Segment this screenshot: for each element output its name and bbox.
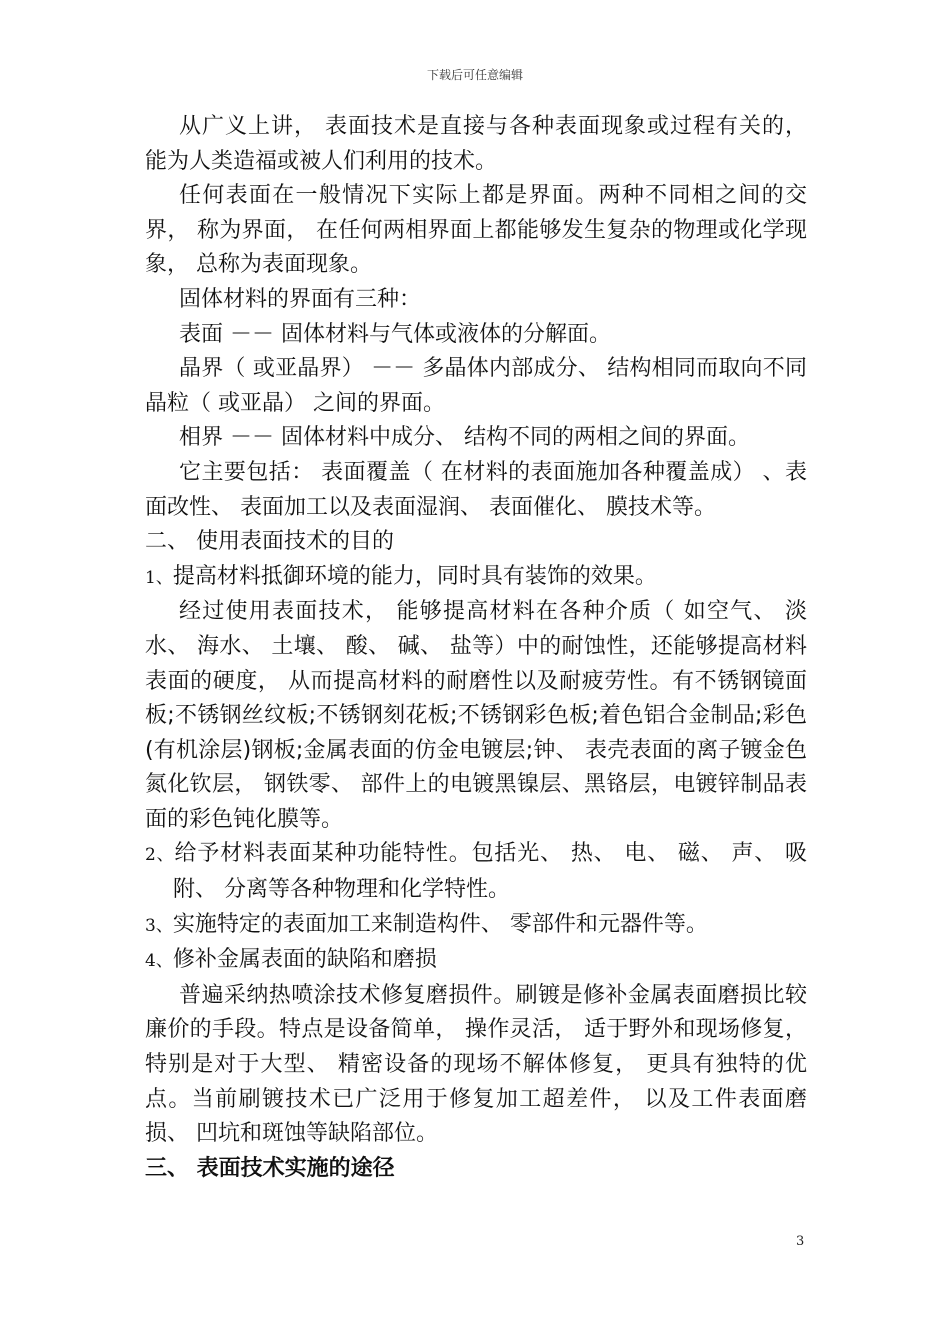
paragraph-main-contents: 它主要包括： 表面覆盖（ 在材料的表面施加各种覆盖成） 、表面改性、 表面加工以及表面湿润、 表面催化、 膜技术等。 — [145, 459, 807, 520]
paragraph-grain-boundary: 晶界（ 或亚晶界） －－ 多晶体内部成分、 结构相同而取向不同晶粒（ 或亚晶） 之间的界面。 — [145, 356, 807, 416]
section-heading-approaches: 三、 表面技术实施的途径 — [145, 1155, 395, 1181]
list-item-2 — [145, 837, 807, 907]
list-item-1 — [145, 560, 807, 596]
paragraph-surface: 表面 －－ 固体材料与气体或液体的分解面。 — [179, 321, 611, 347]
list-item-number: 1、 — [145, 567, 173, 588]
list-item-text: 提高材料抵御环境的能力，同时具有装饰的效果。 — [172, 563, 657, 589]
list-item-3 — [145, 908, 807, 944]
page-number: 3 — [796, 1234, 805, 1249]
paragraph-phase-boundary: 相界 －－ 固体材料中成分、 结构不同的两相之间的界面。 — [179, 425, 750, 451]
document-body — [145, 110, 807, 1186]
list-item-number: 2、 — [145, 845, 175, 866]
list-item-text: 修补金属表面的缺陷和磨损 — [172, 947, 437, 973]
paragraph-interface: 任何表面在一般情况下实际上都是界面。两种不同相之间的交界， 称为界面， 在任何两相界面上都能够发生复杂的物理或化学现象， 总称为表面现象。 — [145, 183, 807, 278]
list-item-number: 4、 — [145, 951, 173, 972]
paragraph-corrosion-resistance: 经过使用表面技术， 能够提高材料在各种介质（ 如空气、 淡水、 海水、 土壤、 酸、 碱、 盐等）中的耐蚀性，还能够提高材料表面的硬度， 从而提高材料的耐磨性以及耐疲劳性。有不锈钢镜面板;不锈钢丝纹板;不锈钢刻花板;不锈钢彩色板;着色铝合金制品;彩色(有机涂层)钢板;金属表面的仿金电镀层;钟、 表壳表面的离子镀金色氮化钦层， 钢铁零、 部件上的电镀黑镍层、黑铬层，电镀锌制品表面的彩色钝化膜等。 — [145, 599, 807, 832]
list-item-text: 实施特定的表面加工来制造构件、 零部件和元器件等。 — [172, 911, 708, 937]
section-heading-purpose: 二、 使用表面技术的目的 — [145, 529, 394, 555]
header-note: 下载后可任意编辑 — [426, 68, 523, 82]
list-item-4 — [145, 943, 807, 979]
list-item-text: 给予材料表面某种功能特性。包括光、 热、 电、 磁、 声、 吸附、 分离等各种物理和化学特性。 — [173, 841, 808, 903]
list-item-number: 3、 — [145, 915, 173, 936]
paragraph-definition: 从广义上讲， 表面技术是直接与各种表面现象或过程有关的， 能为人类造福或被人们利用的技术。 — [145, 114, 807, 174]
paragraph-repair: 普遍采纳热喷涂技术修复磨损件。刷镀是修补金属表面磨损比较廉价的手段。特点是设备简单， 操作灵活， 适于野外和现场修复， 特别是对于大型、 精密设备的现场不解体修复， 更具有独特的优点。当前刷镀技术已广泛用于修复加工超差件， 以及工件表面磨损、 凹坑和斑蚀等缺陷部位。 — [145, 982, 807, 1147]
paragraph-interface-types: 固体材料的界面有三种： — [179, 286, 422, 312]
